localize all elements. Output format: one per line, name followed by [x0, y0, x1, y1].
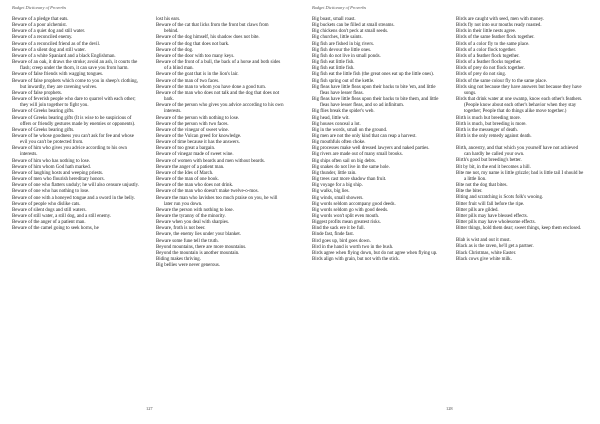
proverb-entry: Beware of the dog himself, his shadow does not bite.: [156, 35, 260, 41]
proverb-entry: Birds of prey do not sing.: [456, 72, 506, 78]
proverb-entry: Big fleas have little fleas upon their backs to bite them, and little fleas have lesser fleas, and so ad infinitum.: [312, 97, 439, 109]
proverb-entry: Beware of people who dislike cats.: [12, 201, 81, 207]
proverb-entry: Bitter pills may have blessed effects.: [456, 213, 528, 219]
entries-column-1: [312, 17, 440, 263]
proverb-entry: Beware of the man who doesn't make twelve-o-mos.: [156, 189, 259, 195]
proverb-entry: Bite me not, my name is little grizzle; bad is little tail I should be a little lion.: [456, 170, 584, 182]
proverb-entry: Big words seldom accompany good deeds.: [312, 201, 396, 207]
proverb-entry: Beware of the dog that does not bark.: [156, 41, 230, 47]
proverb-entry: Big fish eat little fish.: [312, 66, 355, 72]
proverb-entry: Beware of the camel going to seek horns, he: [12, 226, 99, 232]
proverb-entry: Beware of Greeks bearing gifts (It is wise to be suspicious of offers or friendly gestures made by enemies or opponents).: [12, 115, 136, 127]
proverb-entry: Beware of a reconciled enemy.: [12, 35, 73, 41]
proverb-entry: Bitter pills may have wholesome effects.: [456, 220, 536, 225]
proverb-entry: Bird goes up, bird goes down.: [312, 238, 371, 244]
proverb-entry: Beware some fune tell the truth.: [156, 238, 219, 244]
proverb-entry: Beware of the man who does not talk and the dog that does not bark.: [156, 90, 280, 103]
proverb-entry: Big men are not the only kind that can reap a harvest.: [312, 133, 417, 139]
proverb-entry: Birth, ancestry, and that which you yourself have not achieved can hardly be called your own.: [456, 146, 579, 158]
proverb-entry: Biting and scratching is Scots folk's wooing.: [456, 195, 544, 201]
proverb-entry: Beware the man who lavishes too much praise on you, he will later run you down.: [156, 195, 278, 207]
proverb-entry: Birds of prey do not flock together.: [456, 66, 525, 72]
proverb-entry: Beware of men who flourish hereditary honors.: [12, 177, 105, 183]
proverb-entry: Beyond the mountain is another mountain.: [156, 250, 240, 256]
proverb-entry: Birds sing not because they have answers but because they have songs.: [456, 84, 582, 96]
proverb-entry: Birds in their little nests agree.: [456, 29, 517, 35]
proverb-entry: lost his ears.: [156, 17, 181, 22]
proverb-entry: Beware of a white Spaniard and a black Englishman.: [12, 53, 116, 59]
proverb-entry: Big boast, small roast.: [312, 17, 356, 22]
proverb-entry: Big ships often sail on big debts.: [312, 158, 376, 164]
proverb-entry: Big voyage for a big ship.: [312, 183, 363, 189]
proverb-entry: Beware of Greeks bearing gifts.: [12, 127, 75, 133]
proverb-entry: Beware of a quiet dog and still water.: [12, 29, 86, 35]
proverb-entry: Big fish spring out of the kettle.: [312, 78, 375, 84]
proverb-entry: Beware of the Ides of March.: [156, 170, 214, 176]
proverb-entry: Birds fly not into our mouths ready roasted.: [456, 23, 542, 29]
proverb-entry: Beware of a reconciled friend as of the devil.: [12, 41, 101, 47]
proverb-entry: Beware, froth is not beer.: [156, 226, 206, 232]
entries-column-2: [456, 17, 584, 263]
proverb-entry: Birds that drink water at one swamp, know each other's feathers. (People know about each other's behavior when they stay together; People that do things alike move together.): [456, 97, 583, 115]
page-number: 128: [446, 406, 453, 411]
proverb-entry: Biding makes thriving.: [156, 257, 201, 263]
proverb-entry: Beware of the person with two faces.: [156, 121, 229, 127]
proverb-entry: Bitter pills are gilded.: [456, 207, 499, 213]
proverb-entry: Big rivers are made out of many small brooks.: [312, 152, 403, 158]
proverb-entry: Birds of the same feather flock together.: [456, 35, 535, 41]
proverb-entry: Beware of the vinegar of sweet wine.: [156, 127, 229, 133]
proverb-entry: Beware of the man who does not drink.: [156, 183, 234, 189]
proverb-entry: Big fish devour the little ones.: [312, 47, 372, 53]
proverb-entry: Big chickens don't peck at small seeds.: [312, 29, 389, 35]
proverb-entry: Beware of false prophets.: [12, 90, 62, 96]
proverb-entry: Beware of the Vulcan greed for knowledge.: [156, 133, 242, 139]
proverb-entry: Beware, the enemy lies under your blanket.: [156, 232, 242, 238]
proverb-entry: Big in the words, small on the ground.: [312, 127, 388, 133]
proverb-entry: Beware of the man to whom you have done a good turn.: [156, 84, 267, 90]
proverb-entry: Beware of false prophets which come to you in sheep's clothing, but inwardly, they are ravening wolves.: [12, 78, 138, 90]
proverb-entry: Bitter things, hold them dear; sweet things, keep them enclosed.: [456, 226, 582, 232]
proverb-entry: Big churches, little saints.: [312, 35, 363, 41]
proverb-entry: Beware of feverish people who dare to quarrel with each other; they will join together to fight you.: [12, 97, 136, 109]
entries-column-1: [12, 17, 140, 232]
proverb-entry: Beware of vinegar made of sweet wine.: [156, 152, 234, 158]
proverb-entry: Birth is much but breeding more.: [456, 115, 521, 121]
proverb-entry: Beware of the cat that licks from the front but claws from behind.: [156, 23, 269, 35]
proverb-entry: Big fish do not live in small ponds.: [312, 53, 381, 59]
proverb-entry: Black as is the raven, he'll get a partner.: [456, 244, 534, 250]
proverb-entry: Beware of one who has nothing to lose.: [12, 189, 90, 195]
proverb-entry: Big thunder, little rain.: [312, 170, 357, 176]
proverb-entry: Black Christmas, white Easter.: [456, 250, 517, 256]
proverb-entry: Beware of a pledge that eats.: [12, 17, 69, 22]
proverb-entry: Beware of he whose goodness you can't ask for fee and whose evil you can't be protected from.: [12, 133, 134, 146]
proverb-entry: Big fish eat the little fish (the great ones eat up the little ones).: [312, 72, 434, 78]
entries-column-2: [156, 17, 284, 269]
proverb-entry: Beware the anger of a patient man.: [156, 164, 225, 170]
running-header: Budget Dictionary of Proverbs: [312, 5, 367, 10]
proverb-entry: Bind the sack ere it be full.: [312, 226, 365, 232]
proverb-entry: Big buckets can be filled at small streams.: [312, 23, 395, 29]
proverb-entry: Big houses conceal a lot.: [312, 121, 361, 127]
proverb-entry: Big trees cast more shadow than fruit.: [312, 177, 387, 183]
proverb-entry: Birth's good but breeding's better.: [456, 158, 522, 164]
proverb-entry: Beware of time because it has the answers.: [156, 140, 240, 146]
proverb-entry: Birth is much, but breeding is more.: [456, 121, 527, 127]
proverb-entry: Big words seldom go with good deeds.: [312, 207, 389, 213]
proverb-entry: Birds of a feather flocks together.: [456, 60, 522, 66]
proverb-entry: Beware of laughing hosts and weeping priests.: [12, 170, 104, 176]
proverb-entry: Big fish are fished in big rivers.: [312, 41, 375, 47]
proverb-entry: Big walks, big lies.: [312, 189, 350, 195]
proverb-entry: Beware of the front of a bull, the back of a horse and both sides of a blind man.: [156, 60, 281, 72]
proverb-entry: Beware of a poor alchemist.: [12, 23, 67, 29]
proverb-entry: Bite the biter.: [456, 189, 483, 195]
proverb-entry: Bitter fruit will fall before the ripe.: [456, 201, 525, 207]
proverb-entry: Beware of false friends with wagging tongues.: [12, 72, 104, 78]
proverb-entry: Birds agree when flying down, but do not agree when flying up.: [312, 250, 438, 256]
proverb-entry: Beyond mountains, there are more mountains.: [156, 244, 247, 250]
proverb-entry: Beware of the anger of a patient man.: [12, 220, 86, 226]
proverb-entry: Bird in the hand is worth two in the bush.: [312, 244, 394, 250]
proverb-entry: Beware the person with nothing to lose.: [156, 207, 234, 213]
proverb-entry: Big fleas have little fleas upon their backs to bite 'em, and little fleas have lesser fleas.: [312, 84, 436, 96]
proverb-entry: Beware of a silent dog and still water.: [12, 47, 86, 53]
proverb-entry: Blab is wist and out it must.: [456, 238, 511, 244]
proverb-entry: Birth is the only remedy against death.: [456, 133, 532, 139]
proverb-entry: Beware of him who gives you advice according to his own interests.: [12, 146, 127, 158]
proverb-entry: Beware of silent dogs and still waters.: [12, 207, 87, 213]
proverb-entry: Birds of a color flock together.: [456, 47, 517, 53]
proverb-entry: Big winds, small showers.: [312, 195, 364, 201]
proverb-entry: Beware of the man of one book.: [156, 177, 219, 183]
proverb-entry: Birds of the same colour fly to the same place.: [456, 78, 547, 84]
proverb-entry: Beware of the goat that is in the lion's lair.: [156, 72, 239, 78]
proverb-entry: Beware of the man of two faces.: [156, 78, 220, 84]
proverb-entry: Beware of the dog.: [156, 47, 194, 53]
page-number: 127: [146, 406, 153, 411]
proverb-entry: Birds of a color fly to the same place.: [456, 41, 530, 47]
proverb-entry: Birds align with grain, but not with the stick.: [312, 257, 400, 263]
proverb-entry: Beware of still water, a still dog, and a still enemy.: [12, 214, 112, 219]
right-page: [300, 0, 600, 424]
proverb-entry: Beware of one who flatters unduly; he will also censure unjustly.: [12, 183, 139, 189]
proverb-entry: Birth is the messenger of death.: [456, 127, 518, 133]
proverb-entry: Beware of the person who gives you advice according to his own interests.: [156, 103, 284, 115]
proverb-entry: Beware when you deal with sharpies.: [156, 220, 230, 226]
running-header: Budget Dictionary of Proverbs: [12, 5, 67, 10]
proverb-entry: Big processes make well dressed lawyers and naked parties.: [312, 146, 430, 152]
proverb-entry: Beware of too great a bargain.: [156, 146, 216, 152]
proverb-entry: Big words won't split even mouth.: [312, 214, 380, 219]
proverb-entry: Binde fast, finde fast.: [312, 232, 354, 238]
proverb-entry: Beware of the door with too many keys.: [156, 53, 235, 59]
proverb-entry: Birds of a feather flock together.: [456, 53, 520, 59]
proverb-entry: Beware of Greeks bearing gifts.: [12, 109, 75, 115]
proverb-entry: Bite not the dog that bites.: [456, 183, 508, 189]
proverb-entry: Big mouthfuls often choke.: [312, 140, 366, 146]
proverb-entry: Black cows give white milk.: [456, 256, 512, 262]
proverb-entry: Beware of him who has nothing to lose.: [12, 158, 90, 164]
proverb-entry: Beware of women with beards and men without beards.: [156, 158, 266, 164]
proverb-entry: Big fish eat little fish.: [312, 60, 355, 66]
proverb-entry: Beware of him whom God hath marked.: [12, 164, 91, 170]
proverb-entry: Big flies break the spider's web.: [312, 109, 375, 115]
proverb-entry: Big bellies were never generous.: [156, 263, 220, 269]
proverb-entry: Birds are caught with seed, men with money.: [456, 17, 545, 22]
proverb-entry: Biggest profits mean greatest risks.: [312, 220, 381, 226]
proverb-entry: Beware of the person with nothing to lose.: [156, 115, 240, 121]
proverb-entry: Beware of an oak, it draws the stroke; avoid an ash, it courts the flash; creep under the thorn, it can save you from harm.: [12, 60, 138, 72]
proverb-entry: Big snakes do not live in the same hole.: [312, 164, 390, 170]
proverb-entry: Beware the tyranny of the minority.: [156, 214, 226, 219]
proverb-entry: Beware of one with a honeyed tongue and a sword in the belly.: [12, 195, 136, 201]
proverb-entry: Bit by bit, in the end it becomes a hill.: [456, 164, 531, 170]
proverb-entry: Big head, little wit.: [312, 115, 350, 121]
